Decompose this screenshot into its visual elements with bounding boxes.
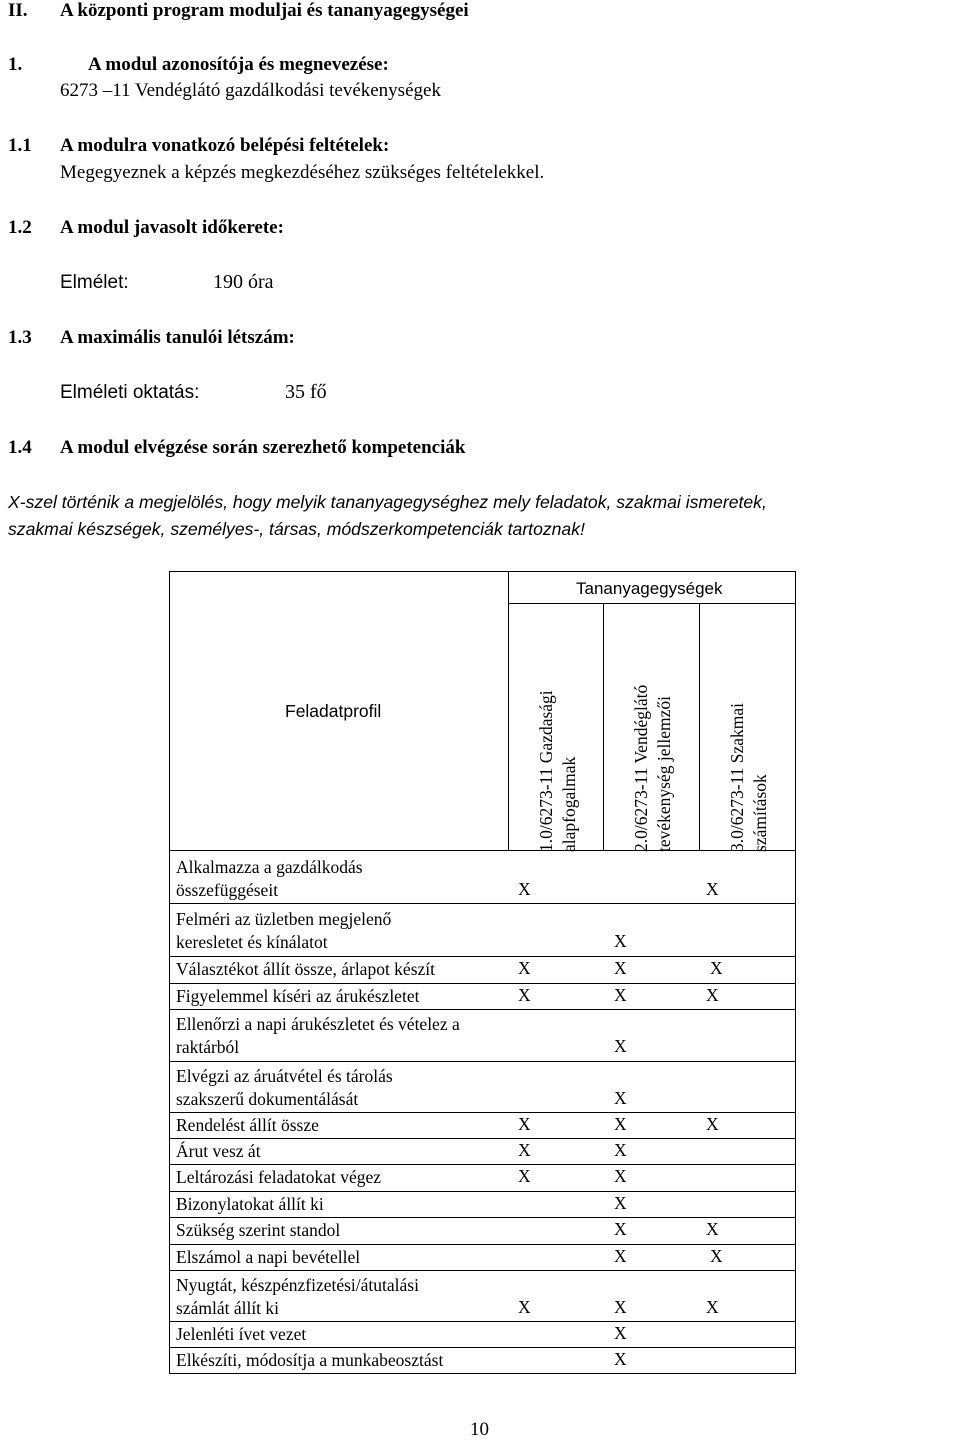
table-row [176,985,419,1008]
table-line [169,956,796,957]
mark-cell: X [614,1193,627,1213]
table-line [169,1009,796,1010]
row-text-line1: Árut vesz át [176,1141,261,1161]
headcount-heading: A maximális tanulói létszám: [60,327,295,348]
table-line [169,1061,796,1062]
row-text-line1: Leltározási feladatokat végez [176,1167,382,1187]
table-row [176,1140,261,1163]
column-header-3-line1: 3.0/6273-11 Szakmai [727,702,747,852]
table-line [699,603,700,850]
column-header-3-line2: számítások [750,774,770,852]
mark-cell: X [706,1219,719,1239]
table-row [176,856,363,902]
section-number: II. [8,0,28,21]
page-number: 10 [470,1419,489,1440]
table-row [176,958,435,981]
table-line [508,603,796,604]
table-row [176,1349,443,1372]
mark-cell: X [518,985,531,1005]
headcount-number: 1.3 [8,327,32,348]
mark-cell: X [614,1349,627,1369]
mark-cell: X [518,879,531,899]
table-line [169,903,796,904]
competencies-number: 1.4 [8,437,32,458]
row-text-line2: szakszerű dokumentálását [176,1089,359,1109]
timeframe-number: 1.2 [8,217,32,238]
competencies-heading: A modul elvégzése során szerezhető kompetenciák [60,437,466,458]
mark-cell: X [614,1323,627,1343]
group-header: Tananyagegységek [576,579,723,598]
mark-cell: X [614,1036,627,1056]
column-header-1-line1: 1.0/6273-11 Gazdasági [536,690,556,852]
row-header: Feladatprofil [285,701,382,721]
row-text-line1: Figyelemmel kíséri az árukészletet [176,986,420,1006]
mark-cell: X [614,958,627,978]
mark-cell: X [706,985,719,1005]
table-line [169,983,796,984]
row-text-line1: Elszámol a napi bevétellel [176,1247,361,1267]
mark-cell: X [518,1114,531,1134]
row-text-line1: Nyugtát, készpénzfizetési/átutalási [176,1275,419,1295]
entry-heading: A modulra vonatkozó belépési feltételek: [60,135,390,156]
mark-cell: X [710,958,723,978]
mark-cell: X [614,1140,627,1160]
table-row [176,1219,340,1242]
module-name: 6273 –11 Vendéglátó gazdálkodási tevékenységek [60,80,441,101]
mark-cell: X [518,1166,531,1186]
entry-number: 1.1 [8,135,32,156]
table-line [508,571,509,850]
row-text-line1: Elkészíti, módosítja a munkabeosztást [176,1350,444,1370]
table-line [169,1138,796,1139]
section-title: A központi program moduljai és tananyagegységei [60,0,469,21]
timeframe-value: 190 óra [213,271,274,293]
mark-cell: X [518,1140,531,1160]
row-text-line2: keresletet és kínálatot [176,932,328,952]
table-line [169,1191,796,1192]
table-row [176,908,391,954]
table-line [603,603,604,850]
table-line [169,1321,796,1322]
table-row [176,1166,381,1189]
table-line [169,1347,796,1348]
table-line [169,1270,796,1271]
row-text-line2: összefüggéseit [176,880,279,900]
mark-cell: X [614,985,627,1005]
mark-cell: X [706,879,719,899]
row-text-line1: Bizonylatokat állít ki [176,1194,324,1214]
mark-cell: X [706,1114,719,1134]
timeframe-label: Elmélet: [60,272,129,293]
table-line [169,1217,796,1218]
table-row [176,1246,360,1269]
module-heading: A modul azonosítója és megnevezése: [88,54,389,75]
mark-cell: X [614,1114,627,1134]
mark-cell: X [706,1297,719,1317]
mark-cell: X [614,1246,627,1266]
column-header-3 [726,703,772,852]
mark-cell: X [710,1246,723,1266]
entry-text: Megegyeznek a képzés megkezdéséhez szükséges feltételekkel. [60,162,545,183]
table-row [176,1193,324,1216]
row-text-line1: Ellenőrzi a napi árukészletet és vételez a [176,1014,460,1034]
row-text-line1: Szükség szerint standol [176,1220,341,1240]
row-text-line1: Alkalmazza a gazdálkodás [176,857,363,877]
competencies-note-line1: X-szel történik a megjelölés, hogy melyik tananyagegységhez mely feladatok, szakmai ismeretek, [8,492,767,512]
column-header-2-line1: 2.0/6273-11 Vendéglátó [631,684,651,852]
mark-cell: X [614,1297,627,1317]
row-text-line1: Elvégzi az áruátvétel és tárolás [176,1066,393,1086]
mark-cell: X [614,931,627,951]
mark-cell: X [614,1166,627,1186]
table-row [176,1065,393,1111]
mark-cell: X [614,1088,627,1108]
table-line [169,1164,796,1165]
module-number: 1. [8,54,23,75]
table-row [176,1114,319,1137]
row-text-line1: Választékot állít össze, árlapot készít [176,959,436,979]
table-line [169,850,796,851]
table-row [176,1323,306,1346]
table-row [176,1274,419,1320]
headcount-value: 35 fő [285,381,327,403]
mark-cell: X [518,1297,531,1317]
competencies-note-line2: szakmai készségek, személyes-, társas, módszerkompetenciák tartoznak! [8,519,585,539]
table-line [169,1112,796,1113]
row-text-line1: Jelenléti ívet vezet [176,1324,307,1344]
column-header-1 [535,690,581,852]
row-text-line1: Felméri az üzletben megjelenő [176,909,392,929]
mark-cell: X [518,958,531,978]
row-text-line1: Rendelést állít össze [176,1115,319,1135]
column-header-1-line2: alapfogalmak [559,756,579,852]
table-line [169,1244,796,1245]
timeframe-heading: A modul javasolt időkerete: [60,217,284,238]
mark-cell: X [614,1219,627,1239]
headcount-label: Elméleti oktatás: [60,382,200,403]
row-text-line2: raktárból [176,1037,240,1057]
column-header-2-line2: tevékenység jellemzői [654,696,674,852]
table-row [176,1013,460,1059]
column-header-2 [630,685,676,852]
row-text-line2: számlát állít ki [176,1298,280,1318]
